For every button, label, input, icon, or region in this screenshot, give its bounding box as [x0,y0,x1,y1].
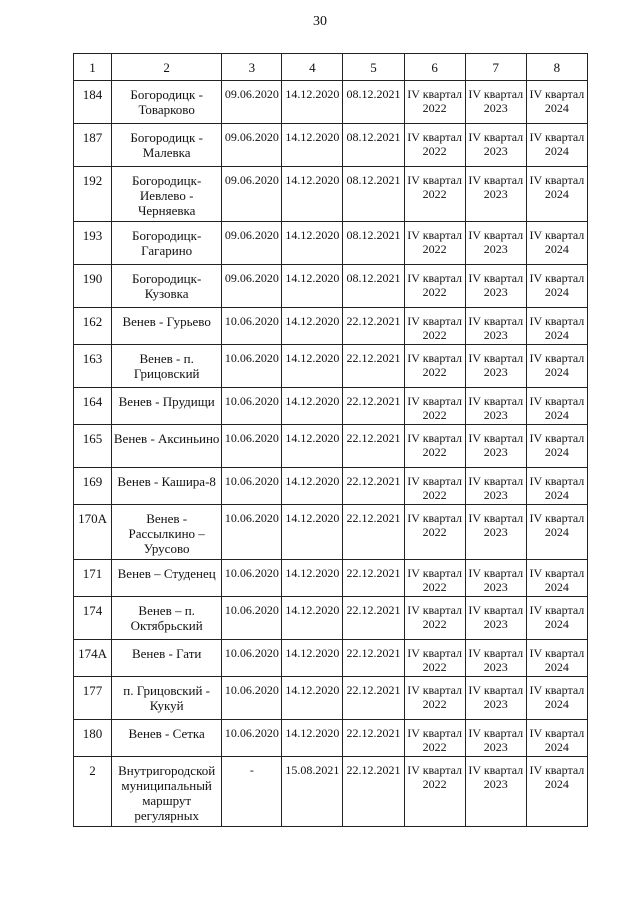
row-number: 162 [74,308,112,345]
quarter-col-8: IV квартал 2024 [526,81,587,124]
row-number: 192 [74,167,112,222]
column-number: 4 [282,54,343,81]
route-name: Богородицк - Малевка [112,124,222,167]
quarter-col-8: IV квартал 2024 [526,308,587,345]
route-name: Богородицк - Товарково [112,81,222,124]
date-col-4: 14.12.2020 [282,388,343,425]
quarter-col-6: IV квартал 2022 [404,468,465,505]
quarter-col-7: IV квартал 2023 [465,222,526,265]
quarter-col-7: IV квартал 2023 [465,468,526,505]
quarter-col-7: IV квартал 2023 [465,265,526,308]
table-row [74,757,588,827]
date-col-5: 22.12.2021 [343,677,404,720]
route-name: Венев – п. Октябрьский [112,597,222,640]
quarter-col-8: IV квартал 2024 [526,720,587,757]
date-col-5: 08.12.2021 [343,124,404,167]
route-name: Венев - Гати [112,640,222,677]
table-row [74,560,588,597]
route-name: Венев - Аксиньино [112,425,222,468]
row-number: 174 [74,597,112,640]
date-col-5: 08.12.2021 [343,81,404,124]
row-number: 184 [74,81,112,124]
quarter-col-6: IV квартал 2022 [404,345,465,388]
date-col-5: 22.12.2021 [343,640,404,677]
date-col-3: - [222,757,282,827]
quarter-col-8: IV квартал 2024 [526,265,587,308]
quarter-col-6: IV квартал 2022 [404,425,465,468]
column-number-row [74,54,588,81]
date-col-5: 22.12.2021 [343,757,404,827]
date-col-3: 09.06.2020 [222,265,282,308]
quarter-col-8: IV квартал 2024 [526,124,587,167]
date-col-3: 10.06.2020 [222,597,282,640]
date-col-3: 10.06.2020 [222,308,282,345]
date-col-5: 22.12.2021 [343,345,404,388]
row-number: 180 [74,720,112,757]
quarter-col-7: IV квартал 2023 [465,124,526,167]
date-col-5: 08.12.2021 [343,167,404,222]
routes-table [73,53,588,827]
date-col-4: 14.12.2020 [282,308,343,345]
date-col-5: 22.12.2021 [343,468,404,505]
date-col-5: 22.12.2021 [343,425,404,468]
date-col-3: 10.06.2020 [222,505,282,560]
quarter-col-8: IV квартал 2024 [526,425,587,468]
row-number: 165 [74,425,112,468]
date-col-3: 10.06.2020 [222,677,282,720]
date-col-5: 08.12.2021 [343,265,404,308]
row-number: 169 [74,468,112,505]
column-number: 1 [74,54,112,81]
quarter-col-7: IV квартал 2023 [465,720,526,757]
date-col-4: 14.12.2020 [282,222,343,265]
row-number: 187 [74,124,112,167]
date-col-4: 14.12.2020 [282,124,343,167]
date-col-5: 08.12.2021 [343,222,404,265]
date-col-5: 22.12.2021 [343,597,404,640]
table-row [74,425,588,468]
table-row [74,124,588,167]
route-name: Венев - Гурьево [112,308,222,345]
quarter-col-8: IV квартал 2024 [526,167,587,222]
quarter-col-6: IV квартал 2022 [404,388,465,425]
date-col-3: 10.06.2020 [222,560,282,597]
quarter-col-7: IV квартал 2023 [465,308,526,345]
date-col-3: 10.06.2020 [222,468,282,505]
date-col-5: 22.12.2021 [343,720,404,757]
quarter-col-8: IV квартал 2024 [526,505,587,560]
quarter-col-6: IV квартал 2022 [404,308,465,345]
column-number: 6 [404,54,465,81]
quarter-col-7: IV квартал 2023 [465,677,526,720]
route-name: Венев - Сетка [112,720,222,757]
date-col-4: 14.12.2020 [282,345,343,388]
row-number: 193 [74,222,112,265]
quarter-col-7: IV квартал 2023 [465,167,526,222]
route-name: Богородицк-Кузовка [112,265,222,308]
date-col-3: 10.06.2020 [222,640,282,677]
row-number: 163 [74,345,112,388]
date-col-5: 22.12.2021 [343,308,404,345]
column-number: 8 [526,54,587,81]
table-row [74,81,588,124]
quarter-col-6: IV квартал 2022 [404,81,465,124]
date-col-3: 09.06.2020 [222,167,282,222]
quarter-col-8: IV квартал 2024 [526,640,587,677]
column-number: 7 [465,54,526,81]
page-number: 30 [313,14,327,29]
date-col-4: 15.08.2021 [282,757,343,827]
table-row [74,597,588,640]
quarter-col-8: IV квартал 2024 [526,222,587,265]
date-col-3: 10.06.2020 [222,388,282,425]
date-col-4: 14.12.2020 [282,505,343,560]
column-number: 3 [222,54,282,81]
quarter-col-7: IV квартал 2023 [465,388,526,425]
quarter-col-8: IV квартал 2024 [526,468,587,505]
quarter-col-8: IV квартал 2024 [526,388,587,425]
date-col-3: 09.06.2020 [222,81,282,124]
quarter-col-6: IV квартал 2022 [404,677,465,720]
route-name: Венев - Прудищи [112,388,222,425]
route-name: п. Грицовский - Кукуй [112,677,222,720]
quarter-col-7: IV квартал 2023 [465,597,526,640]
row-number: 177 [74,677,112,720]
date-col-4: 14.12.2020 [282,560,343,597]
quarter-col-6: IV квартал 2022 [404,222,465,265]
route-name: Венев - Рассылкино – Урусово [112,505,222,560]
quarter-col-7: IV квартал 2023 [465,757,526,827]
quarter-col-7: IV квартал 2023 [465,560,526,597]
quarter-col-6: IV квартал 2022 [404,640,465,677]
table-row [74,308,588,345]
date-col-4: 14.12.2020 [282,167,343,222]
date-col-4: 14.12.2020 [282,677,343,720]
quarter-col-7: IV квартал 2023 [465,425,526,468]
date-col-5: 22.12.2021 [343,560,404,597]
date-col-4: 14.12.2020 [282,468,343,505]
quarter-col-6: IV квартал 2022 [404,124,465,167]
row-number: 170А [74,505,112,560]
date-col-4: 14.12.2020 [282,265,343,308]
table-row [74,222,588,265]
column-number: 2 [112,54,222,81]
date-col-3: 09.06.2020 [222,222,282,265]
quarter-col-6: IV квартал 2022 [404,560,465,597]
quarter-col-7: IV квартал 2023 [465,640,526,677]
quarter-col-8: IV квартал 2024 [526,345,587,388]
row-number: 2 [74,757,112,827]
date-col-3: 10.06.2020 [222,345,282,388]
table-row [74,468,588,505]
table-row [74,677,588,720]
table-row [74,640,588,677]
table-row [74,388,588,425]
date-col-3: 10.06.2020 [222,425,282,468]
date-col-4: 14.12.2020 [282,640,343,677]
table-row [74,345,588,388]
route-name: Внутригородской муниципальный маршрут регулярных [112,757,222,827]
quarter-col-6: IV квартал 2022 [404,505,465,560]
column-number: 5 [343,54,404,81]
date-col-5: 22.12.2021 [343,505,404,560]
quarter-col-8: IV квартал 2024 [526,757,587,827]
table-row [74,265,588,308]
row-number: 190 [74,265,112,308]
quarter-col-8: IV квартал 2024 [526,677,587,720]
date-col-4: 14.12.2020 [282,81,343,124]
route-name: Венев – Студенец [112,560,222,597]
quarter-col-7: IV квартал 2023 [465,81,526,124]
date-col-3: 10.06.2020 [222,720,282,757]
date-col-4: 14.12.2020 [282,720,343,757]
table-row [74,720,588,757]
table-row [74,167,588,222]
route-name: Богородицк-Иевлево - Черняевка [112,167,222,222]
quarter-col-7: IV квартал 2023 [465,345,526,388]
quarter-col-6: IV квартал 2022 [404,167,465,222]
quarter-col-6: IV квартал 2022 [404,597,465,640]
row-number: 164 [74,388,112,425]
quarter-col-7: IV квартал 2023 [465,505,526,560]
date-col-4: 14.12.2020 [282,597,343,640]
quarter-col-6: IV квартал 2022 [404,757,465,827]
table-row [74,505,588,560]
quarter-col-6: IV квартал 2022 [404,265,465,308]
quarter-col-6: IV квартал 2022 [404,720,465,757]
date-col-4: 14.12.2020 [282,425,343,468]
quarter-col-8: IV квартал 2024 [526,597,587,640]
row-number: 171 [74,560,112,597]
date-col-3: 09.06.2020 [222,124,282,167]
quarter-col-8: IV квартал 2024 [526,560,587,597]
date-col-5: 22.12.2021 [343,388,404,425]
route-name: Венев - п. Грицовский [112,345,222,388]
route-name: Богородицк-Гагарино [112,222,222,265]
row-number: 174А [74,640,112,677]
route-name: Венев - Кашира-8 [112,468,222,505]
